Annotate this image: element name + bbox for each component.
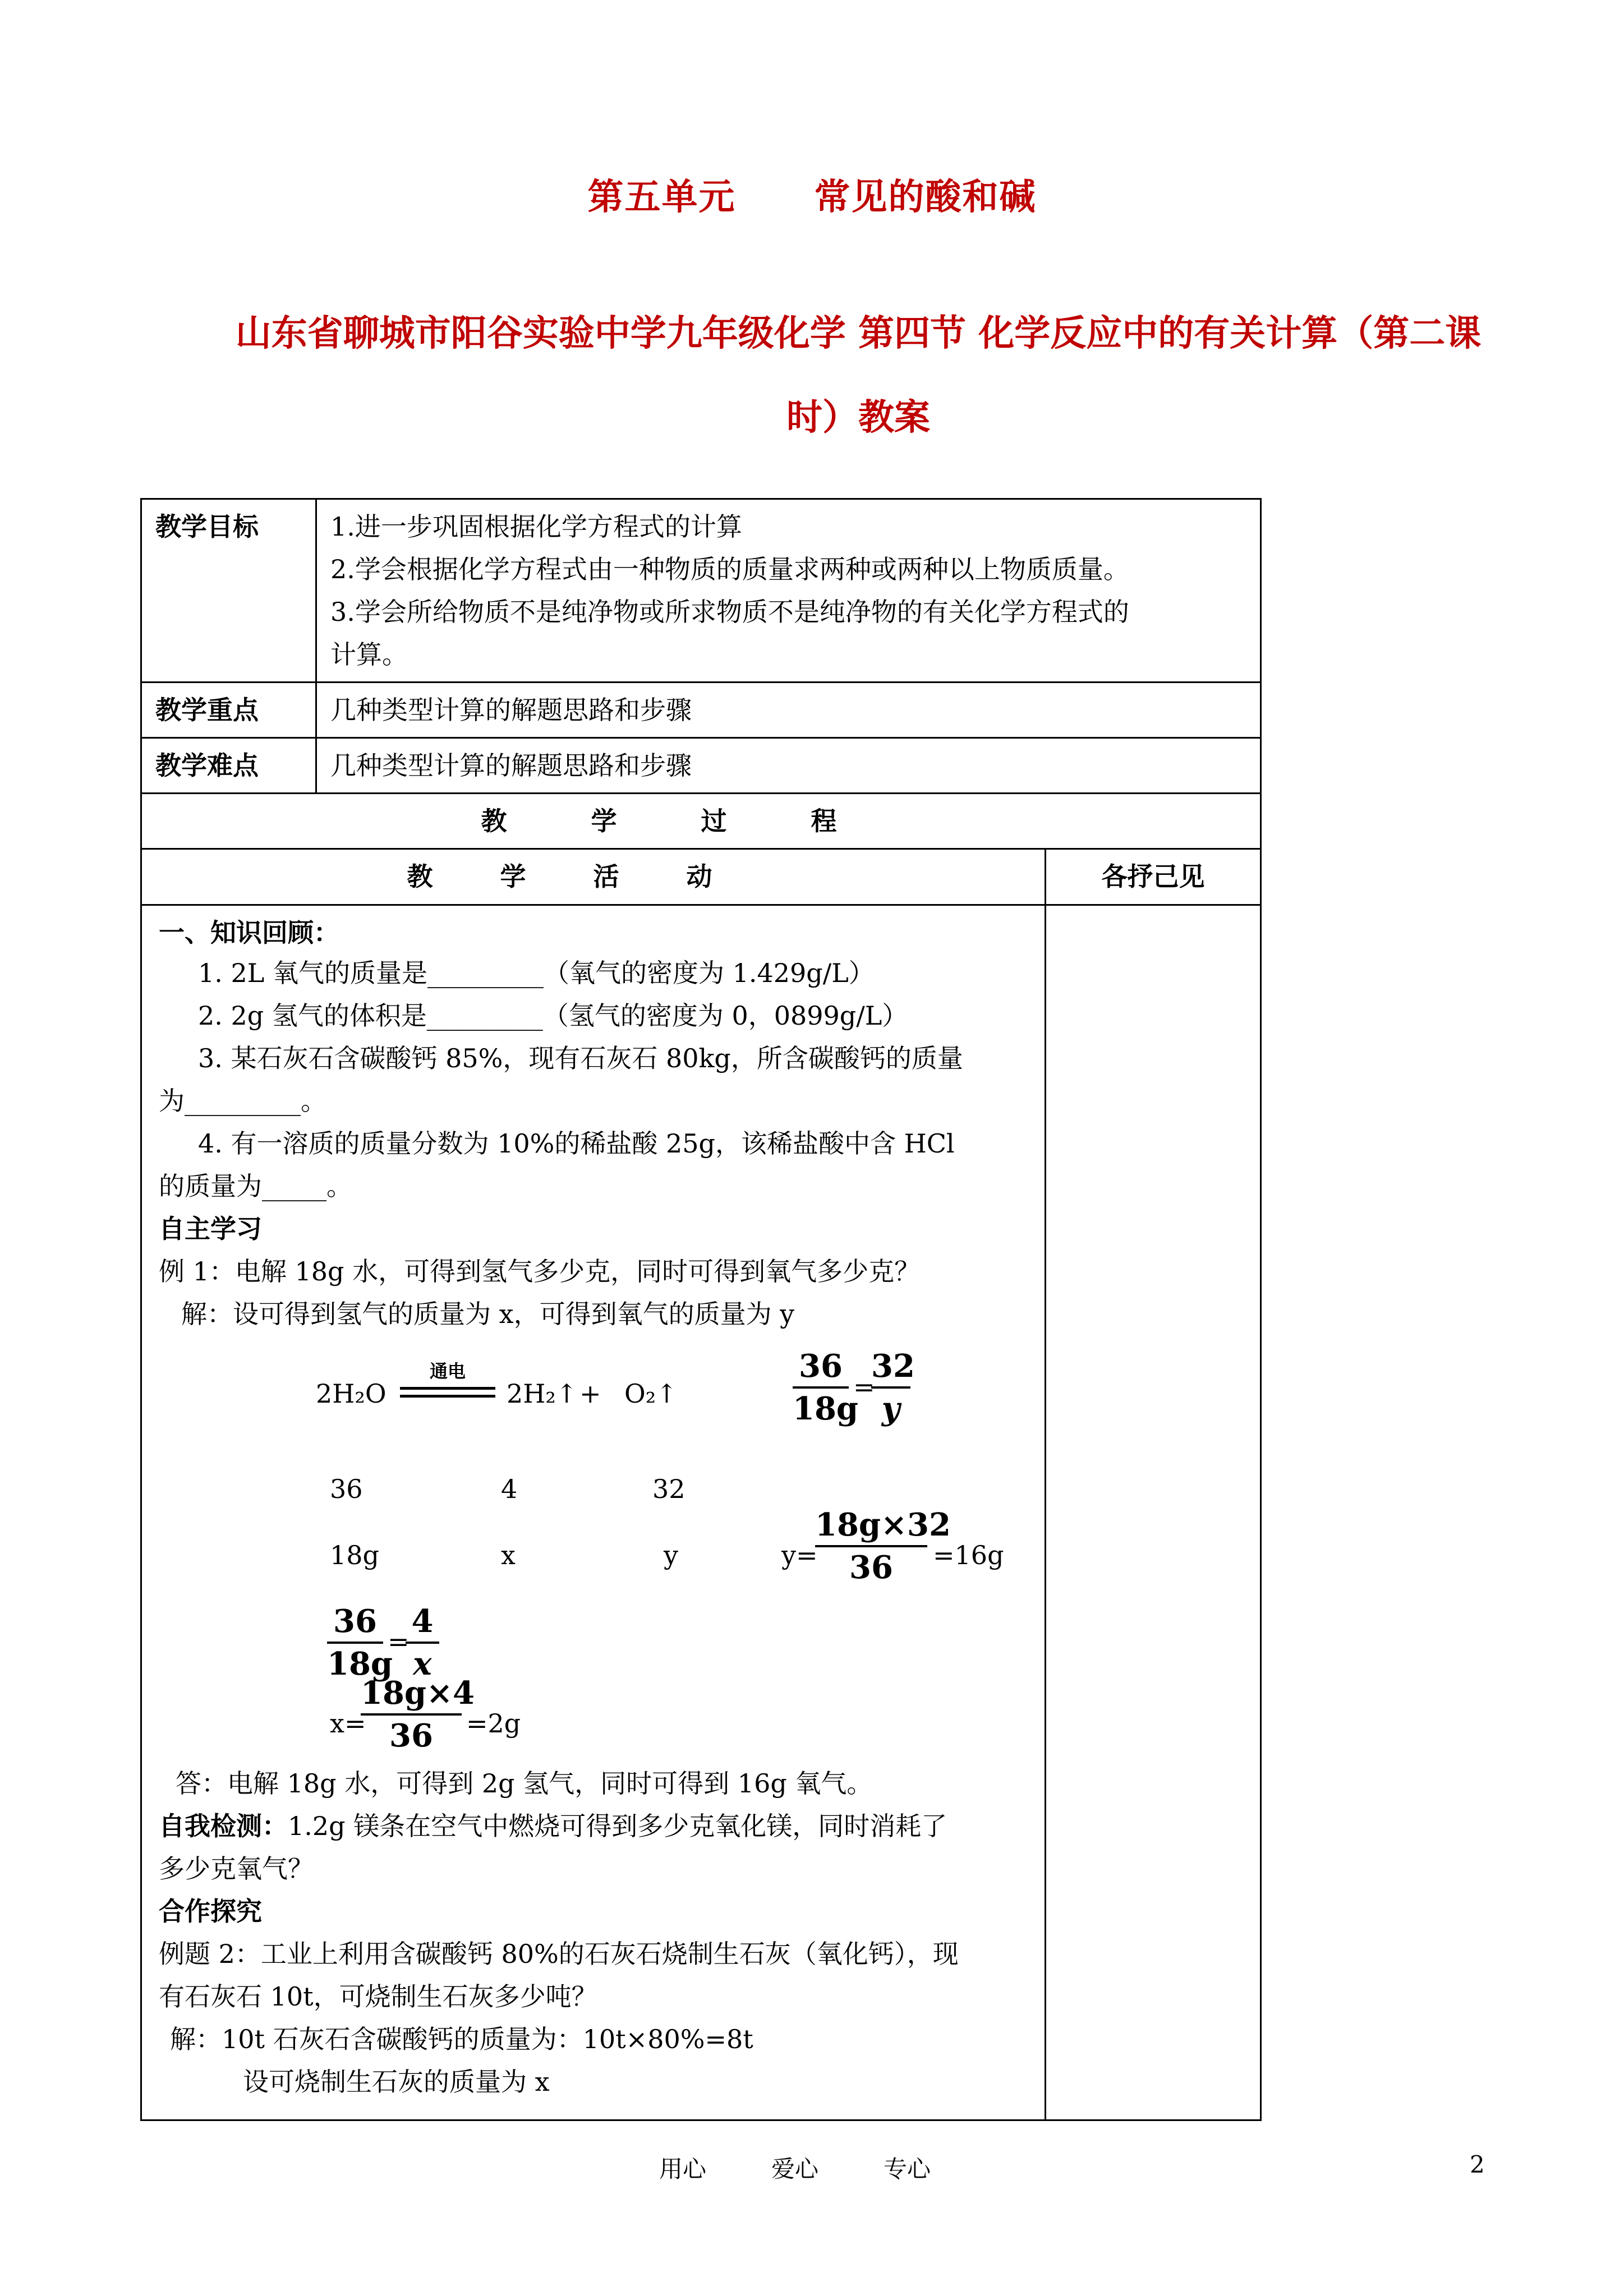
goal-line: 计算。 xyxy=(330,639,408,670)
goals-label: 教学目标 xyxy=(141,499,316,683)
question-1: 1. 2L 氧气的质量是_________（氧气的密度为 1.429g/L） xyxy=(198,958,875,988)
question-3: 3. 某石灰石含碳酸钙 85%，现有石灰石 80kg，所含碳酸钙的质量 xyxy=(198,1043,963,1073)
question-3-cont: 为_________。 xyxy=(159,1086,326,1116)
equation-plus: + xyxy=(579,1378,601,1409)
equation-product-h2: 2H₂↑ xyxy=(507,1378,578,1409)
example-2: 例题 2：工业上利用含碳酸钙 80%的石灰石烧制生石灰（氧化钙），现 xyxy=(159,1939,959,1969)
mass-h2o: 36 xyxy=(330,1474,363,1504)
footer-word-1: 用心 xyxy=(659,2155,707,2183)
footer-word-3: 专心 xyxy=(884,2155,931,2183)
goal-line: 1.进一步巩固根据化学方程式的计算 xyxy=(330,511,742,542)
example-2-cont: 有石灰石 10t，可烧制生石灰多少吨？ xyxy=(159,1981,597,2012)
given-mass: 18g xyxy=(330,1540,379,1570)
opinion-cell xyxy=(1046,905,1261,2120)
fraction-36-over-18g: $\frac{36}{18g}$ xyxy=(793,1346,849,1429)
footer-word-2: 爱心 xyxy=(771,2155,819,2183)
equals-sign: = xyxy=(388,1626,410,1657)
difficulty-row xyxy=(141,738,1261,794)
unknown-x: x xyxy=(501,1540,516,1570)
page-number: 2 xyxy=(1470,2151,1485,2178)
fraction-32-over-y: $\frac{32}{y}$ xyxy=(871,1346,910,1429)
answer-1: 答：电解 18g 水，可得到 2g 氢气，同时可得到 16g 氧气。 xyxy=(176,1768,873,1799)
question-4: 4. 有一溶质的质量分数为 10%的稀盐酸 25g，该稀盐酸中含 HCl xyxy=(198,1128,955,1159)
self-check: 自我检测：1.2g 镁条在空气中燃烧可得到多少克氧化镁，同时消耗了 xyxy=(159,1811,947,1841)
difficulty-label: 教学难点 xyxy=(141,738,316,794)
review-heading: 一、知识回顾： xyxy=(159,918,339,948)
equation-line-bottom xyxy=(400,1395,495,1398)
document-title: 山东省聊城市阳谷实验中学九年级化学 第四节 化学反应中的有关计算（第二课时）教案 xyxy=(235,312,1482,439)
x-prefix: x= xyxy=(330,1708,366,1739)
content-row xyxy=(141,905,1261,2120)
equation-condition: 通电 xyxy=(429,1361,466,1382)
fraction-36-over-18g-second: $\frac{36}{18g}$ xyxy=(327,1601,383,1684)
goals-row xyxy=(141,499,1261,683)
activity-content xyxy=(141,905,1046,2120)
activity-header-row xyxy=(141,849,1261,905)
solution-1: 解：设可得到氢气的质量为 x，可得到氧气的质量为 y xyxy=(181,1299,795,1329)
unit-title xyxy=(0,168,1624,220)
difficulty-text: 几种类型计算的解题思路和步骤 xyxy=(316,738,1261,794)
fraction-x-solution: $\frac{18g\times 4}{36}$ xyxy=(361,1673,462,1756)
equation-product-o2: O₂↑ xyxy=(624,1378,678,1409)
solution-2-cont: 设可烧制生石灰的质量为 x xyxy=(243,2067,550,2097)
process-header: 教学过程 xyxy=(141,794,1261,849)
fraction-4-over-x: $\frac{4}{x}$ xyxy=(406,1601,439,1684)
equation-line-top xyxy=(400,1387,495,1390)
activity-header: 教学活动 xyxy=(141,849,1046,905)
equals-sign: = xyxy=(853,1372,875,1402)
goal-line: 3.学会所给物质不是纯净物或所求物质不是纯净物的有关化学方程式的 xyxy=(330,597,1129,627)
mass-o2: 32 xyxy=(652,1474,686,1504)
unit-name: 常见的酸和碱 xyxy=(814,176,1037,218)
fraction-y-solution: $\frac{18g\times 32}{36}$ xyxy=(815,1505,927,1588)
key-point-label: 教学重点 xyxy=(141,683,316,738)
goal-line: 2.学会根据化学方程式由一种物质的质量求两种或两种以上物质质量。 xyxy=(330,554,1129,584)
key-point-row xyxy=(141,683,1261,738)
equation-reactant: 2H₂O xyxy=(316,1378,387,1409)
mass-h2: 4 xyxy=(501,1474,518,1504)
self-study-heading: 自主学习 xyxy=(159,1214,262,1244)
key-point-text: 几种类型计算的解题思路和步骤 xyxy=(316,683,1261,738)
lesson-plan-table xyxy=(140,498,1262,2121)
x-result: =2g xyxy=(466,1708,521,1739)
opinion-header: 各抒己见 xyxy=(1046,849,1261,905)
question-2: 2. 2g 氢气的体积是_________（氢气的密度为 0，0899g/L） xyxy=(198,1001,908,1031)
unknown-y: y xyxy=(664,1540,678,1570)
y-prefix: y= xyxy=(781,1540,818,1570)
question-4-cont: 的质量为_____。 xyxy=(159,1171,352,1201)
y-result: =16g xyxy=(933,1540,1004,1570)
process-row xyxy=(141,794,1261,849)
cooperative-heading: 合作探究 xyxy=(159,1896,262,1926)
unit-number: 第五单元 xyxy=(587,176,736,218)
solution-2: 解：10t 石灰石含碳酸钙的质量为：10t×80%=8t xyxy=(170,2024,753,2054)
self-check-cont: 多少克氧气？ xyxy=(159,1854,314,1884)
goals-cell xyxy=(316,499,1261,683)
example-1: 例 1：电解 18g 水，可得到氢气多少克，同时可得到氧气多少克？ xyxy=(159,1256,921,1287)
